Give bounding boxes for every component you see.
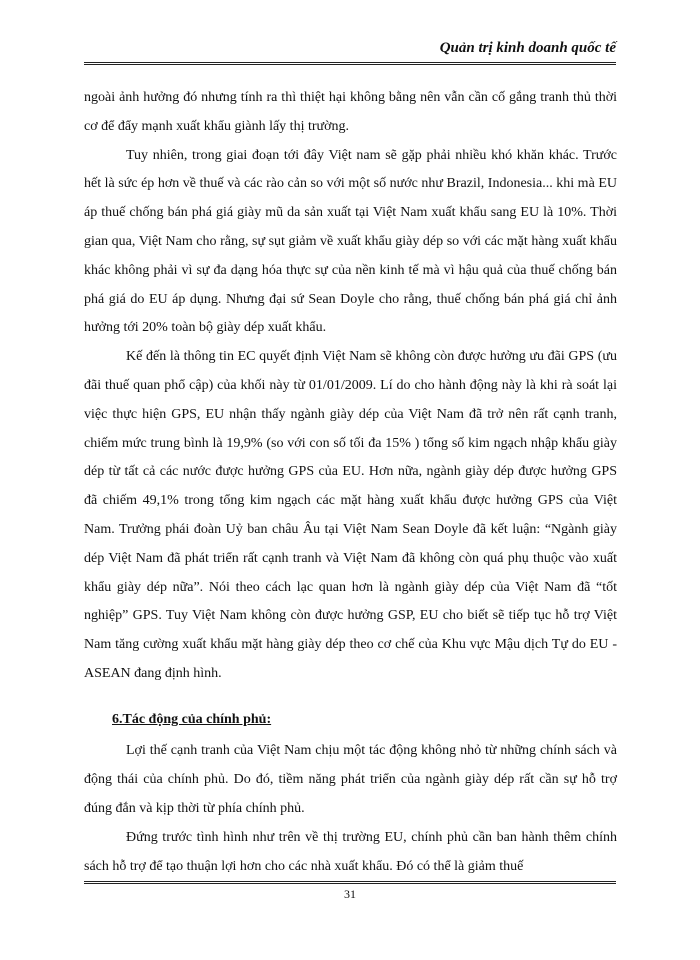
running-header: Quản trị kinh doanh quốc tế bbox=[439, 40, 616, 56]
paragraph-difficulties: Tuy nhiên, trong giai đoạn tới đây Việt nam sẽ gặp phải nhiều khó khăn khác. Trước hết là sức ép hơn về thuế và các rào cản so với một số nước như Brazil, Indonesia... khi mà EU áp thuế chống bán phá giá giày mũ da sản xuất tại Việt Nam xuất khẩu sang EU là 10%. Thời gian qua, Việt Nam cho rằng, sự sụt giảm về xuất khẩu giày dép so với các mặt hàng xuất khẩu khác không phải vì sự đa dạng hóa thực sự của nền kinh tế mà vì hậu quả của thuế chống bán phá giá do EU áp dụng. Nhưng đại sứ Sean Doyle cho rằng, thuế chống bán phá giá chỉ ảnh hưởng tới 20% toàn bộ giày dép xuất khẩu. bbox=[84, 147, 617, 336]
paragraph-government-policy: Đứng trước tình hình như trên về thị trường EU, chính phủ cần ban hành thêm chính sách hỗ trợ để tạo thuận lợi hơn cho các nhà xuất khẩu. Đó có thể là giảm thuế bbox=[84, 830, 617, 874]
section-text bbox=[84, 736, 617, 881]
section-heading: 6.Tác động của chính phủ: bbox=[112, 712, 272, 727]
page-number: 31 bbox=[344, 887, 356, 901]
header-rule bbox=[84, 62, 616, 65]
paragraph-government-impact: Lợi thế cạnh tranh của Việt Nam chịu một tác động không nhỏ từ những chính sách và động thái của chính phủ. Do đó, tiềm năng phát triển của ngành giày dép rất cần sự hỗ trợ đúng đắn và kịp thời từ phía chính phủ. bbox=[84, 743, 617, 816]
paragraph-continuation: ngoài ảnh hưởng đó nhưng tính ra thì thiệt hại không bằng nên vẫn cần cố gắng tranh thủ thời cơ để đẩy mạnh xuất khẩu giành lấy thị trường. bbox=[84, 90, 617, 134]
footer-rule bbox=[84, 881, 616, 884]
paragraph-gps: Kế đến là thông tin EC quyết định Việt Nam sẽ không còn được hưởng ưu đãi GPS (ưu đãi thuế quan phổ cập) của khối này từ 01/01/2009. Lí do cho hành động này là khi rà soát lại việc thực hiện GPS, EU nhận thấy ngành giày dép của Việt Nam đã trở nên rất cạnh tranh, chiếm mức trung bình là 19,9% (so với con số tối đa 15% ) tổng số kim ngạch nhập khẩu giày dép từ tất cả các nước được hưởng GPS của EU. Hơn nữa, ngành giày dép được hưởng GPS đã chiếm 49,1% trong tổng kim ngạch các mặt hàng xuất khẩu được hưởng GPS của Việt Nam. Trưởng phái đoàn Uỷ ban châu Âu tại Việt Nam Sean Doyle đã kết luận: “Ngành giày dép Việt Nam đã phát triển rất cạnh tranh và Việt Nam đã không còn quá phụ thuộc vào xuất khẩu giày dép nữa”. Nói theo cách lạc quan hơn là ngành giày dép của Việt Nam đã “tốt nghiệp” GPS. Tuy Việt Nam không còn được hưởng GSP, EU cho biết sẽ tiếp tục hỗ trợ Việt Nam tăng cường xuất khẩu mặt hàng giày dép theo cơ chế của Khu vực Mậu dịch Tự do EU - ASEAN đang định hình. bbox=[84, 349, 617, 681]
body-text bbox=[84, 84, 617, 689]
